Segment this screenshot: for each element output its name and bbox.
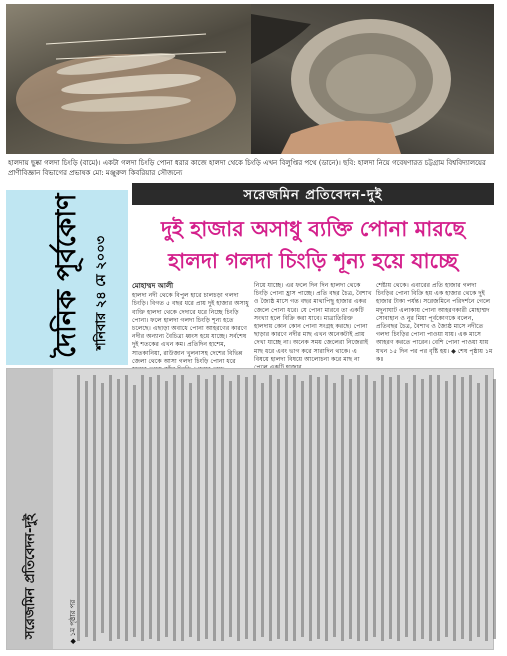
fry-collection-photo-right (251, 4, 494, 154)
article-column-3 (376, 282, 494, 364)
newspaper-masthead (6, 190, 128, 365)
continuation-title-band (7, 369, 53, 649)
column-3-text: শেষ্টায় থেকে। এবারের প্রতি হাজার গলদা চিংড়ির পোনা বিক্রি হয় এক হাজার থেকে দুই হাজার টাকা পর্যন্ত। সরেজমিনে পরিদর্শনে গেলে মদুনাঘাট এলাকায় পোনা আহরণকারী মোহাম্মদ সোবাহান ও নুর মিয়া পূর্বকোণকে বলেন, প্রতিবছর চৈত্র, বৈশাখ ও জ্যৈষ্ঠ মাসে নদীতে গলদা চিংড়ির পোনা পাওয়া যায়। এক মাসে আহরণ করতে পারেন। বেশি পোনা পাওয়া যায় যখন ১৫ দিন পর পর বৃষ্টি হয়। ◆ শেষ পৃষ্ঠায় ১ম কঃ (376, 282, 493, 363)
shrimp-photo-left (6, 4, 251, 154)
bowl-illustration (251, 4, 494, 154)
article-column-2 (254, 282, 372, 364)
shrimp-illustration (6, 4, 251, 154)
headline-line-1: দুই হাজার অসাধু ব্যক্তি পোনা মারছে (160, 217, 466, 241)
photo-caption: হালদায় ছুষ্কা গলদা চিংড়ি (বামে)। একটা গলদা চিংড়ি পোনা ধরার কাজে হালদা থেকে চিংড়ি এখন বিলুপ্তির পথে (ডানে)। ছবি: হালদা নিয়ে গবেষণারত চট্টগ্রাম বিশ্ববিদ্যালয়ের প্রাণীবিজ্ঞান বিভাগের প্রভাষক মো: মঞ্জুরুল কিবরিয়ার সৌজন্যে (8, 159, 486, 177)
column-1-text: হালদা নদী থেকে বিপুল হারে চালচড়া গলদা চিংড়ি। বিগত ৫ বছর ধরে প্রায় দুই হাজার অসাধু ব্যক্তি হালদা থেকে দেদারে ধরে নিচ্ছে চিংড়ি পোনা। ফলে হালদা গলদা চিংড়ি শূন্য হতে চলেছে। এছাড়া অবাধে পোনা আহরণের কারণে নদীর অন্যান্য বৈচিত্র্য ধ্বংস হয়ে যাচ্ছে। সর্বশেষ দুই শতকের এখন কম। প্রতিদিন হাশেম, সাতকানিয়া, রাউজান খুলনাসহ দেশের বিভিন্ন জেলা থেকে আসা গলদা চিংড়ি পোনা ধরে (132, 292, 249, 365)
continuation-marker: ◆ ১ম পৃষ্ঠার পর (69, 599, 77, 644)
series-banner (132, 183, 494, 205)
newspaper-name: দৈনিক পূর্বকোণ (51, 193, 82, 358)
headline-line-2: হালদা গলদা চিংড়ি শূন্য হয়ে যাচ্ছে (168, 249, 458, 273)
continuation-series-label: সরেজমিন প্রতিবেদন-দুই (23, 513, 38, 639)
publication-date: শনিবার ২৪ মে ২০০৩ (94, 235, 109, 350)
continuation-clipping (6, 368, 494, 650)
column-2-text: নিয়ে যাচ্ছে। এর ফলে দিন দিন হালদা থেকে চিংড়ি পোনা হ্রাস পাচ্ছে। প্রতি বছর চৈত্র, বৈশাখ ও জ্যৈষ্ঠ মাসে গত বছর মাথাপিছু হাজার একর জেলে পোনা ধরে। যে পোনা মারবে তা একটি সংখ্যা হলে বিক্রি করা যাবে। মাত্রাতিরিক্ত হালদায় কোন কোন পোনা সংগ্রহ করছে। পোনা ছাড়ার কারণে নদীর মাছ এখন অনেকটাই প্রায় দেখা যাচ্ছে না। অনেক সময় জেলেরা নিজেরাই মাছ ধরে এবং ভাগ করে সারাদিন থাকে। এ বিষয়ে হালদা বিষয়ে আলোচনা করে মাছ না (254, 282, 372, 363)
series-label: সরেজমিন প্রতিবেদন-দুই (243, 188, 383, 203)
news-photo (6, 4, 494, 154)
article-column-1 (132, 282, 250, 364)
article-body (132, 282, 494, 364)
continuation-text-lines (77, 371, 507, 647)
byline: মোহাম্মদ আলী (132, 282, 174, 290)
headline-block (132, 183, 494, 281)
